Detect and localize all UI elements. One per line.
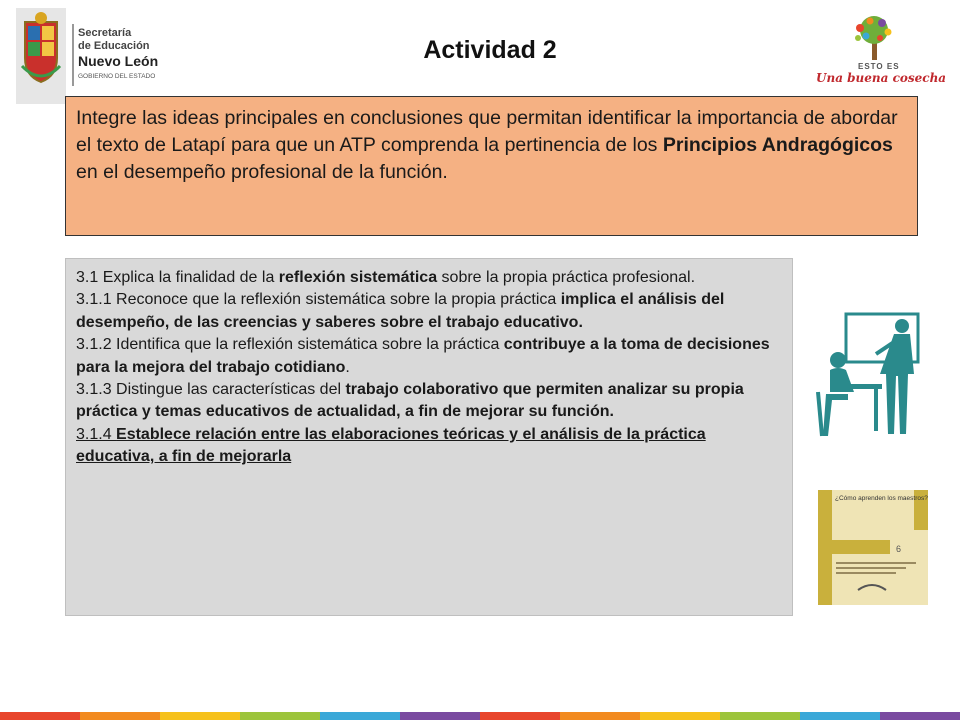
competency-3-1-3: 3.1.3 Distingue las características del trabajo colaborativo que permiten analizar su propia práctica y temas educativos de actualidad, a fin de mejorar su función. <box>76 381 744 421</box>
stripe-segment <box>720 712 800 720</box>
book-cover-image <box>818 490 928 605</box>
stripe-segment <box>400 712 480 720</box>
competency-3-1-4: 3.1.4 Establece relación entre las elaboraciones teóricas y el análisis de la práctica educativa, a fin de mejorarla <box>76 425 706 466</box>
tree-harvest-logo <box>810 14 945 88</box>
instruction-text: Integre las ideas principales en conclusiones que permitan identificar la importancia de abordar el texto de Latapí para que un ATP comprenda la pertinencia de los <box>76 107 898 156</box>
instruction-bold: Principios Andragógicos <box>662 134 893 156</box>
stripe-segment <box>640 712 720 720</box>
nuevo-leon-shield-logo <box>16 8 166 104</box>
left-logo-line3: Nuevo León <box>78 53 159 69</box>
teacher-and-student-icon <box>812 312 924 440</box>
book-number: 6 <box>896 544 902 554</box>
stripe-segment <box>880 712 960 720</box>
competency-3-1-2: 3.1.2 Identifica que la reflexión sistemática sobre la práctica contribuye a la toma de decisiones para la mejora del trabajo cotidiano. <box>76 336 770 376</box>
slide-title: Actividad 2 <box>423 36 557 64</box>
stripe-segment <box>800 712 880 720</box>
stripe-segment <box>320 712 400 720</box>
competencies-box <box>65 258 793 616</box>
right-logo-tagline-bottom: Una buena cosecha <box>816 71 945 85</box>
book-title: ¿Cómo aprenden los maestros? <box>835 495 928 502</box>
instruction-text-end: en el desempeño profesional de la función. <box>76 161 448 183</box>
left-logo-line1: Secretaría <box>78 27 132 39</box>
stripe-segment <box>560 712 640 720</box>
instruction-box <box>65 96 918 236</box>
stripe-segment <box>480 712 560 720</box>
bottom-color-stripe <box>0 712 960 720</box>
right-logo-tagline-top: ESTO ES <box>858 62 900 71</box>
left-logo-line2: de Educación <box>78 40 150 52</box>
stripe-segment <box>80 712 160 720</box>
stripe-segment <box>160 712 240 720</box>
stripe-segment <box>0 712 80 720</box>
left-logo-line4: GOBIERNO DEL ESTADO <box>78 73 156 80</box>
competency-3-1-1: 3.1.1 Reconoce que la reflexión sistemática sobre la propia práctica implica el análisis del desempeño, de las creencias y saberes sobre el trabajo educativo. <box>76 291 725 331</box>
stripe-segment <box>240 712 320 720</box>
competency-3-1: 3.1 Explica la finalidad de la reflexión sistemática sobre la propia práctica profesional. <box>76 269 696 286</box>
